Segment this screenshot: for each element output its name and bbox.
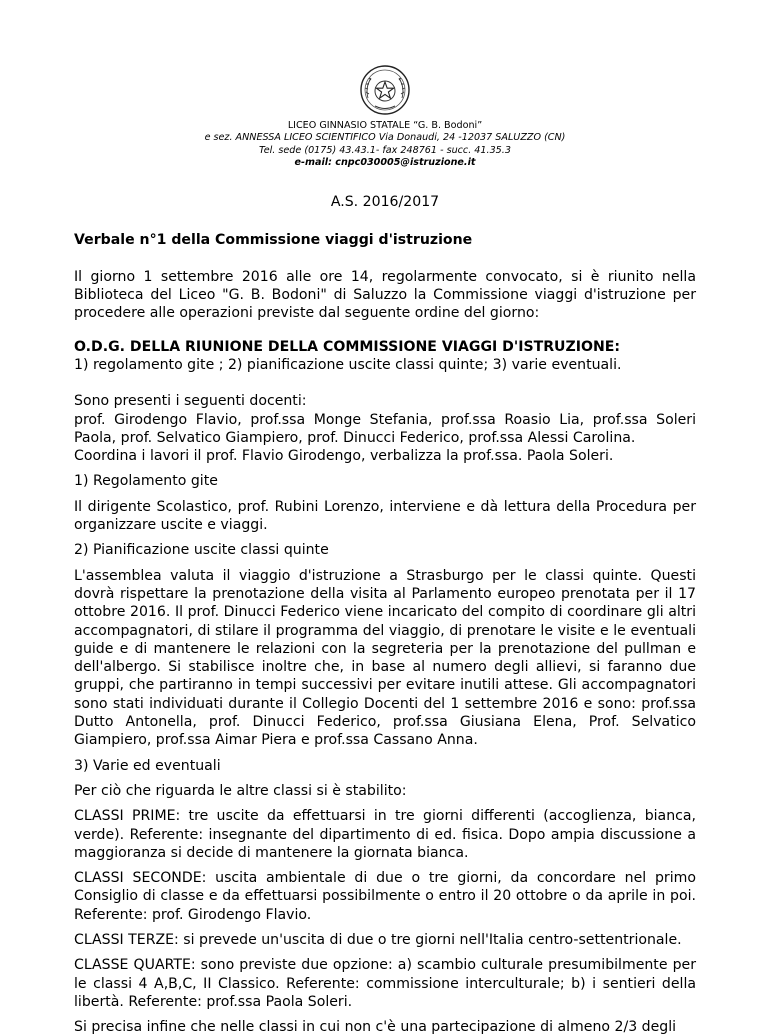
classi-terze-paragraph: CLASSI TERZE: si prevede un'uscita di due o tre giorni nell'Italia centro-settentrionale. [74, 931, 682, 948]
section1-heading: 1) Regolamento gite [74, 473, 218, 490]
closing-fragment: Si precisa infine che nelle classi in cui non c'è una partecipazione di almeno 2/3 degli [74, 1019, 677, 1036]
section1-text: Il dirigente Scolastico, prof. Rubini Lorenzo, interviene e dà lettura della Procedura per organizzare uscite e viaggi. [74, 498, 696, 534]
odg-items: 1) regolamento gite ; 2) pianificazione uscite classi quinte; 3) varie eventuali. [74, 356, 622, 373]
attendees-intro: Sono presenti i seguenti docenti: [74, 393, 307, 410]
section2-heading: 2) Pianificazione uscite classi quinte [74, 542, 329, 559]
classe-quarte-paragraph: CLASSE QUARTE: sono previste due opzione: a) scambio culturale presumibilmente per le classi 4 A,B,C, II Classico. Referente: commissione interculturale; b) i sentieri della libertà. Referente: prof.ssa Paola Soleri. [74, 957, 696, 1010]
intro-paragraph: Il giorno 1 settembre 2016 alle ore 14, regolarmente convocato, si è riunito nella Biblioteca del Liceo "G. B. Bodoni" di Saluzzo la Commissione viaggi d'istruzione per procedere alle operazioni previste dal seguente ordine del giorno: [74, 268, 696, 322]
coordination-line: Coordina i lavori il prof. Flavio Girodengo, verbalizza la prof.ssa. Paola Soleri. [74, 448, 614, 465]
school-email: e-mail: cnpc030005@istruzione.it [294, 156, 476, 168]
attendees-list: prof. Girodengo Flavio, prof.ssa Monge Stefania, prof.ssa Roasio Lia, prof.ssa Soleri Paola, prof. Selvatico Giampiero, prof. Dinucci Federico, prof.ssa Alessi Carolina. [74, 411, 696, 446]
emblem-icon [359, 64, 411, 116]
document-title: Verbale n°1 della Commissione viaggi d'istruzione [74, 232, 473, 249]
school-phone: Tel. sede (0175) 43.43.1- fax 248761 - succ. 41.35.3 [259, 144, 511, 156]
school-year: A.S. 2016/2017 [330, 194, 440, 211]
school-annex: e sez. ANNESSA LICEO SCIENTIFICO Via Donaudi, 24 -12037 SALUZZO (CN) [204, 132, 566, 144]
section2-text: L'assemblea valuta il viaggio d'istruzione a Strasburgo per le classi quinte. Questi dovrà rispettare la prenotazione della visita al Parlamento europeo prenotata per il 17 ottobre 2016. Il prof. Dinucci Federico viene incaricato del compito di coordinare gli altri accompagnatori, di stilare il programma del viaggio, di prenotare le visite e le eventuali guide e di mantenere le relazioni con la segreteria per la prenotazione del pullman e dell'albergo. Si stabilisce inoltre che, in base al numero degli allievi, si faranno due gruppi, che partiranno in tempi successivi per evitare inutili attese. Gli accompagnatori sono stati individuati durante il Collegio Docenti del 1 settembre 2016 e sono: prof.ssa Dutto Antonella, prof. Dinucci Federico, prof.ssa Giusiana Elena, Prof. Selvatico Giampiero, prof.ssa Aimar Piera e prof.ssa Cassano Anna. [74, 567, 696, 749]
section3-heading: 3) Varie ed eventuali [74, 757, 221, 774]
school-name: LICEO GINNASIO STATALE “G. B. Bodoni” [287, 120, 483, 131]
classi-prime-paragraph: CLASSI PRIME: tre uscite da effettuarsi in tre giorni differenti (accoglienza, bianca, verde). Referente: insegnante del dipartimento di ed. fisica. Dopo ampia discussione a maggioranza si decide di mantenere la giornata bianca. [74, 808, 696, 861]
classi-seconde-paragraph: CLASSI SECONDE: uscita ambientale di due o tre giorni, da concordare nel primo Consiglio di classe e da effettuarsi possibilmente o entro il 20 ottobre o da aprile in poi. Referente: prof. Girodengo Flavio. [74, 870, 696, 923]
section3-intro: Per ciò che riguarda le altre classi si è stabilito: [74, 782, 407, 799]
odg-heading: O.D.G. DELLA RIUNIONE DELLA COMMISSIONE VIAGGI D'ISTRUZIONE: [74, 338, 621, 355]
document-page [74, 64, 696, 1036]
